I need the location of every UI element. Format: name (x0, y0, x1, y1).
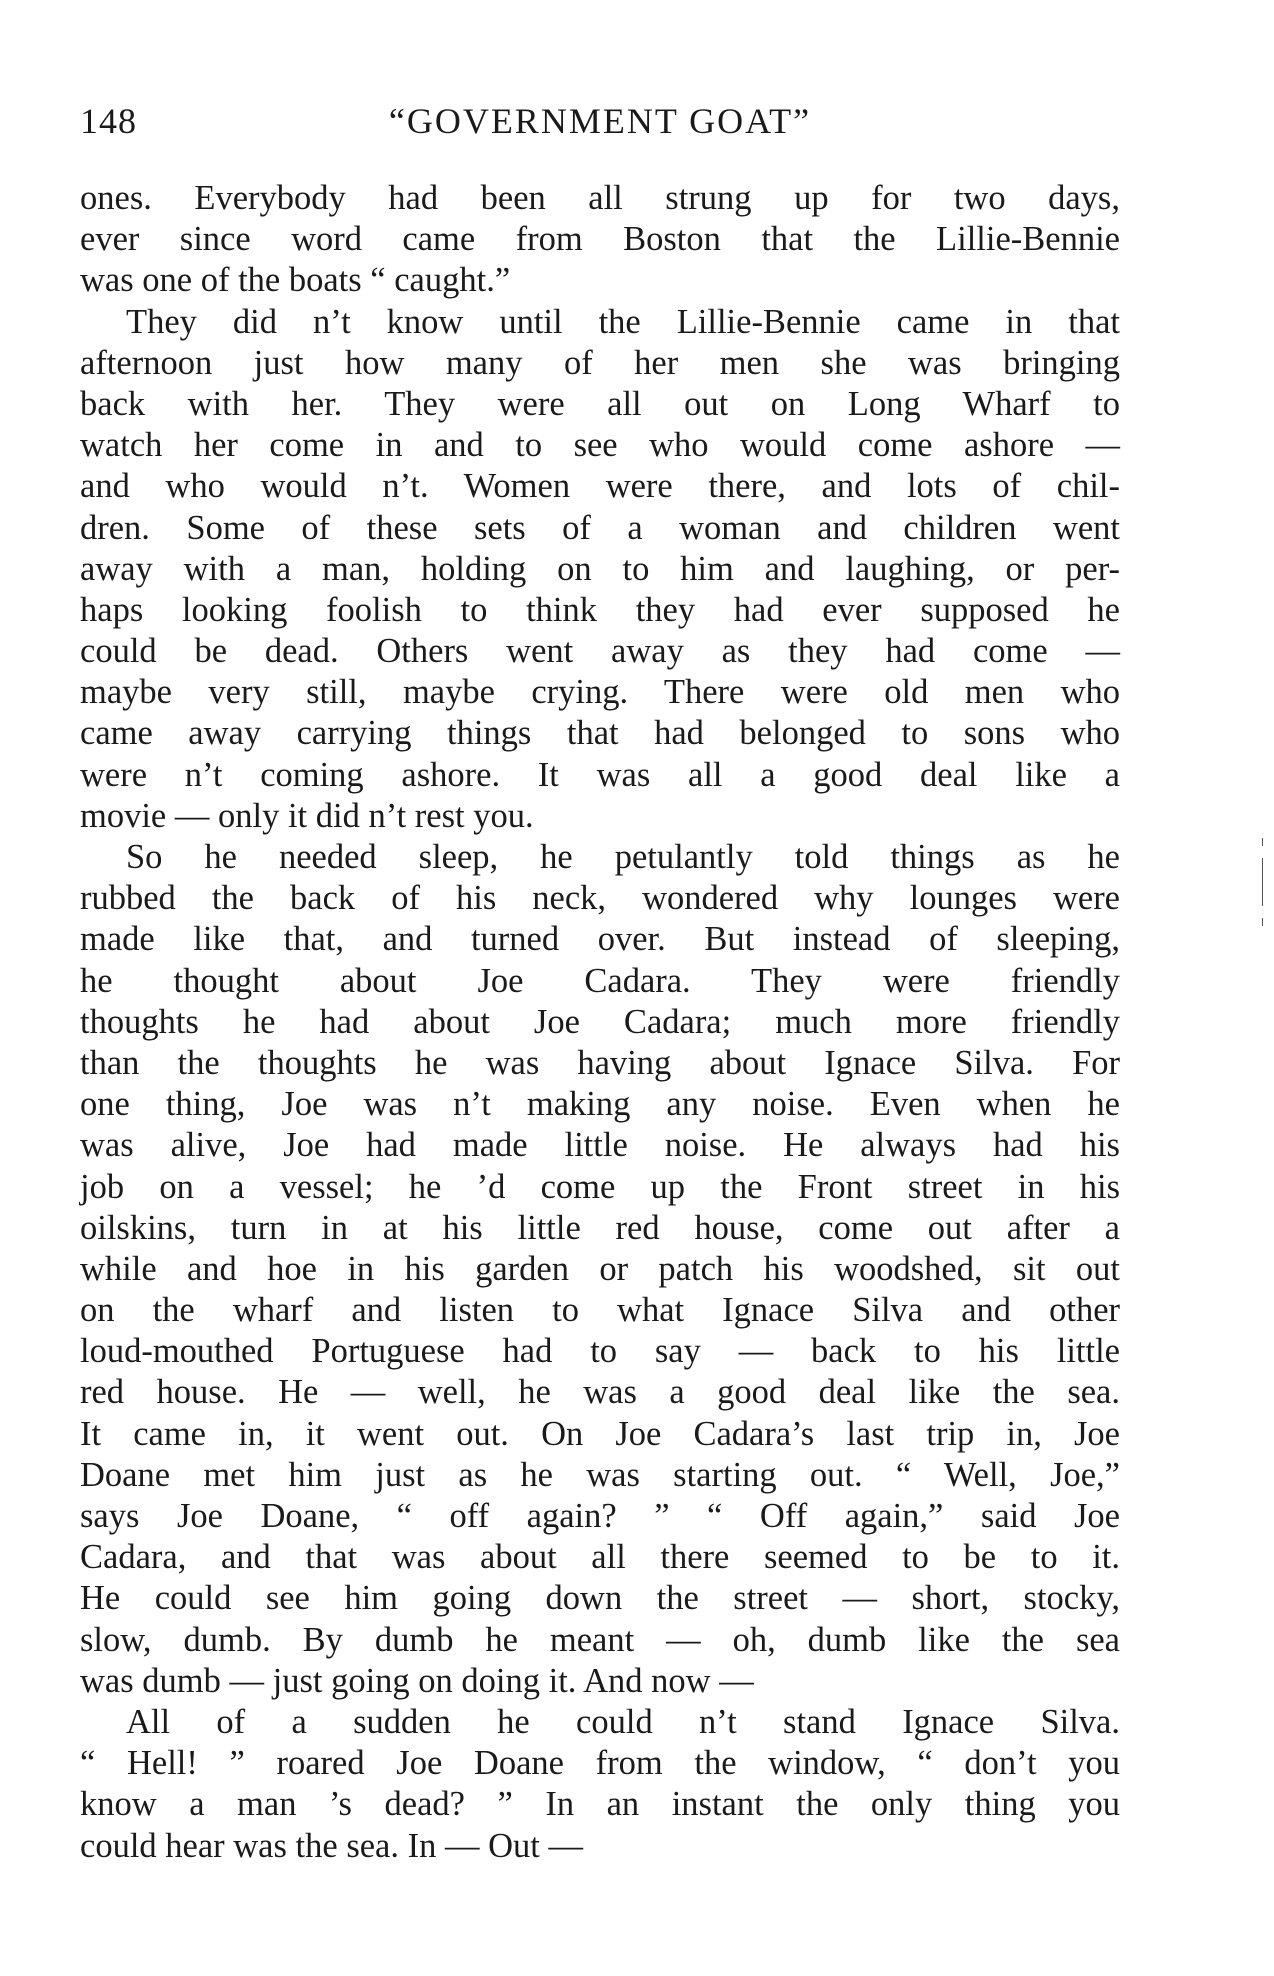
text-line: He could see him going down the street — short, stocky, (80, 1579, 1120, 1618)
text-line: All of a sudden he could n’t stand Ignace Silva. (126, 1702, 1120, 1741)
text-line: made like that, and turned over. But instead of sleeping, (80, 920, 1120, 959)
text-line: ever since word came from Boston that the Lillie-Bennie (80, 220, 1120, 259)
text-line: could be dead. Others went away as they had come — (80, 632, 1120, 671)
text-line: was one of the boats “ caught.” (80, 261, 511, 300)
text-line: haps looking foolish to think they had ever supposed he (80, 590, 1120, 629)
text-line: They did n’t know until the Lillie-Bennie came in that (126, 302, 1120, 341)
text-line: and who would n’t. Women were there, and lots of chil- (80, 467, 1120, 506)
margin-marks (1262, 838, 1264, 928)
text-line: afternoon just how many of her men she was bringing (80, 343, 1120, 382)
text-line: were n’t coming ashore. It was all a good deal like a (80, 755, 1120, 794)
text-line: maybe very still, maybe crying. There were old men who (80, 673, 1120, 712)
text-line: rubbed the back of his neck, wondered why lounges were (80, 879, 1120, 918)
text-line: one thing, Joe was n’t making any noise. Even when he (80, 1085, 1120, 1124)
text-line: Doane met him just as he was starting out. “ Well, Joe,” (80, 1455, 1120, 1494)
text-line: red house. He — well, he was a good deal like the sea. (80, 1373, 1120, 1412)
text-line: says Joe Doane, “ off again? ” “ Off again,” said Joe (80, 1497, 1120, 1535)
text-line: Cadara, and that was about all there seemed to be to it. (80, 1538, 1120, 1577)
text-line: could hear was the sea. In — Out — (80, 1826, 583, 1865)
text-line: was alive, Joe had made little noise. He always had his (80, 1126, 1120, 1165)
running-head (80, 100, 1120, 150)
text-line: ones. Everybody had been all strung up for two days, (80, 179, 1120, 217)
margin-rule (1262, 858, 1263, 906)
text-line: away with a man, holding on to him and laughing, or per- (80, 549, 1120, 588)
text-line: So he needed sleep, he petulantly told things as he (126, 838, 1120, 876)
text-line: while and hoe in his garden or patch his woodshed, sit out (80, 1249, 1120, 1288)
margin-tick (1262, 918, 1263, 926)
text-line: oilskins, turn in at his little red house, come out after a (80, 1208, 1120, 1247)
text-line: know a man ’s dead? ” In an instant the only thing you (80, 1785, 1120, 1824)
text-line: he thought about Joe Cadara. They were friendly (80, 961, 1120, 1000)
text-line: “ Hell! ” roared Joe Doane from the window, “ don’t you (80, 1744, 1120, 1783)
body-text (80, 178, 1120, 1867)
text-line: job on a vessel; he ’d come up the Front street in his (80, 1167, 1120, 1206)
text-line: on the wharf and listen to what Ignace Silva and other (80, 1291, 1120, 1330)
text-line: loud-mouthed Portuguese had to say — back to his little (80, 1332, 1120, 1371)
margin-tick (1262, 838, 1263, 846)
text-line: slow, dumb. By dumb he meant — oh, dumb like the sea (80, 1620, 1120, 1659)
text-line: thoughts he had about Joe Cadara; much more friendly (80, 1002, 1120, 1041)
text-line: than the thoughts he was having about Ignace Silva. For (80, 1043, 1120, 1082)
page-number: 148 (80, 101, 137, 141)
text-line: came away carrying things that had belonged to sons who (80, 714, 1120, 753)
text-line: back with her. They were all out on Long Wharf to (80, 384, 1120, 423)
text-line: dren. Some of these sets of a woman and children went (80, 508, 1120, 547)
text-line: watch her come in and to see who would come ashore — (80, 426, 1120, 465)
running-title: “GOVERNMENT GOAT” (388, 101, 812, 141)
text-line: movie — only it did n’t rest you. (80, 796, 534, 835)
text-line: was dumb — just going on doing it. And now — (80, 1661, 754, 1700)
text-line: It came in, it went out. On Joe Cadara’s last trip in, Joe (80, 1414, 1120, 1453)
